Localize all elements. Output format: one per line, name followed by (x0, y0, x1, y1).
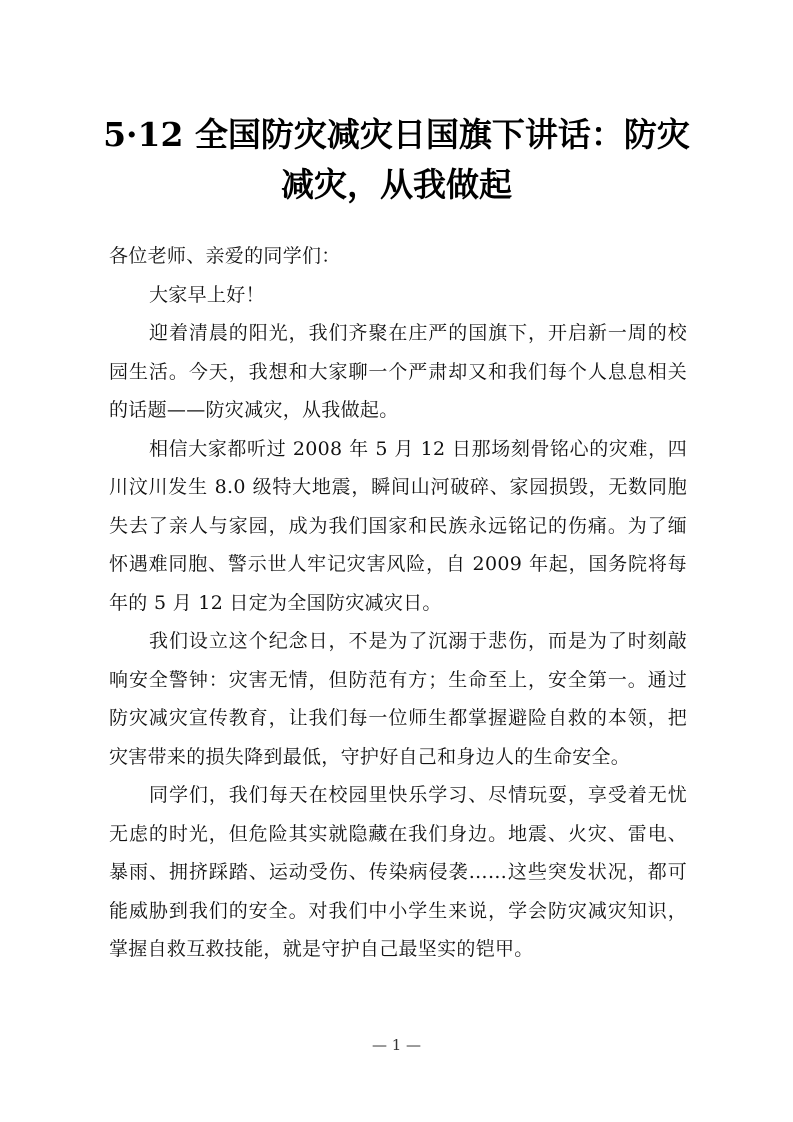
title-line-2: 减灾，从我做起 (281, 165, 512, 204)
paragraph-history: 相信大家都听过 2008 年 5 月 12 日那场刻骨铭心的灾难，四川汶川发生 8.0 级特大地震，瞬间山河破碎、家园损毁，无数同胞失去了亲人与家园，成为我们国家和民族永远铭记的伤痛。为了缅怀遇难同胞、警示世人牢记灾害风险，自 2009 年起，国务院将每年的 5 月 12 日定为全国防灾减灾日。 (109, 437, 687, 614)
title-line-1: 5·12 全国防灾减灾日国旗下讲话：防灾 (103, 115, 690, 154)
paragraph-intro: 迎着清晨的阳光，我们齐聚在庄严的国旗下，开启新一周的校园生活。今天，我想和大家聊一个严肃却又和我们每个人息息相关的话题——防灾减灾，从我做起。 (109, 322, 687, 421)
paragraph-greeting: 大家早上好！ (149, 283, 265, 306)
page-title (100, 110, 693, 210)
page-number: — 1 — (371, 1036, 422, 1054)
speech-body (109, 237, 687, 969)
paragraph-dangers: 同学们，我们每天在校园里快乐学习、尽情玩耍，享受着无忧无虑的时光，但危险其实就隐藏在我们身边。地震、火灾、雷电、暴雨、拥挤踩踏、运动受伤、传染病侵袭……这些突发状况，都可能威胁到我们的安全。对我们中小学生来说，学会防灾减灾知识，掌握自救互救技能，就是守护自己最坚实的铠甲。 (109, 784, 687, 960)
salutation: 各位老师、亲爱的同学们： (109, 245, 341, 267)
paragraph-purpose: 我们设立这个纪念日，不是为了沉溺于悲伤，而是为了时刻敲响安全警钟：灾害无情，但防范有方；生命至上，安全第一。通过防灾减灾宣传教育，让我们每一位师生都掌握避险自救的本领，把灾害带来的损失降到最低，守护好自己和身边人的生命安全。 (109, 630, 687, 768)
